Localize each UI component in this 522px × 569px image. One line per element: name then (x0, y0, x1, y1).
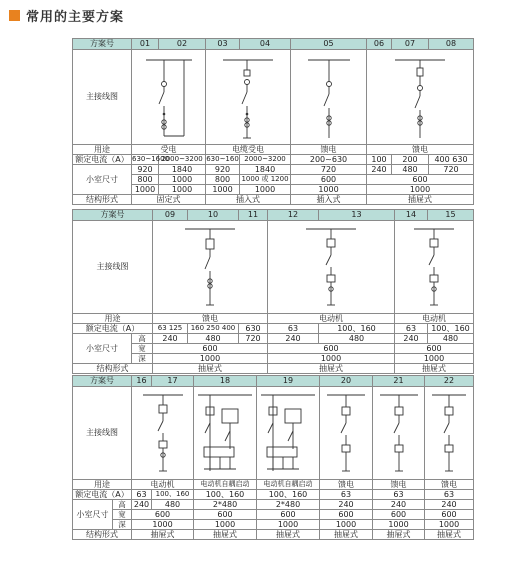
structure-value: 抽屉式 (373, 530, 425, 540)
current-value: 200 (392, 155, 429, 165)
structure-value: 固定式 (132, 195, 206, 205)
width-value: 600 (153, 344, 268, 354)
depth-label: 深 (132, 354, 153, 364)
structure-label: 结构形式 (73, 364, 153, 374)
scheme-no: 03 (206, 39, 240, 50)
wiring-diagram-16-17 (133, 389, 193, 477)
structure-value: 抽屉式 (268, 364, 395, 374)
width-value: 800 (206, 175, 240, 185)
depth-value: 1000 (291, 185, 367, 195)
structure-value: 插入式 (291, 195, 367, 205)
wiring-diagram-cell (367, 50, 474, 145)
scheme-no: 15 (428, 210, 474, 221)
usage-value: 电缆受电 (206, 145, 291, 155)
structure-value: 抽屉式 (194, 530, 257, 540)
depth-value: 1000 (132, 520, 194, 530)
scheme-table-1 (72, 38, 474, 205)
scheme-no: 12 (268, 210, 319, 221)
wiring-diagram-cell (132, 387, 194, 480)
current-value: 63 125 (153, 324, 188, 334)
wiring-diagram-cell (320, 387, 373, 480)
page-title (9, 6, 124, 24)
scheme-no-label: 方案号 (73, 376, 132, 387)
structure-value: 抽屉式 (425, 530, 474, 540)
wiring-diagram-cell (257, 387, 320, 480)
structure-value: 抽屉式 (257, 530, 320, 540)
width-value: 600 (320, 510, 373, 520)
scheme-table-3 (72, 375, 474, 540)
page-title-text: 常用的主要方案 (26, 9, 125, 25)
width-value: 600 (373, 510, 425, 520)
current-value: 63 (373, 490, 425, 500)
current-value: 100、160 (152, 490, 194, 500)
depth-value: 1000 (194, 520, 257, 530)
height-value: 720 (429, 165, 474, 175)
usage-value: 馈电 (367, 145, 474, 155)
scheme-no: 20 (320, 376, 373, 387)
depth-value: 1000 (268, 354, 395, 364)
usage-label: 用途 (73, 145, 132, 155)
width-value: 600 (425, 510, 474, 520)
height-value: 240 (395, 334, 428, 344)
scheme-no-label: 方案号 (73, 39, 132, 50)
width-value: 600 (395, 344, 474, 354)
usage-value: 电动机 (268, 314, 395, 324)
current-value: 200~630 (291, 155, 367, 165)
scheme-no: 05 (291, 39, 367, 50)
structure-value: 抽屉式 (153, 364, 268, 374)
wiring-diagram-05 (304, 52, 354, 142)
scheme-no: 06 (367, 39, 392, 50)
depth-value: 1000 (257, 520, 320, 530)
scheme-no: 18 (194, 376, 257, 387)
wiring-diagram-cell (268, 221, 395, 314)
height-value: 240 (320, 500, 373, 510)
wiring-diagram-19 (257, 389, 319, 477)
structure-value: 抽屉式 (132, 530, 194, 540)
wiring-diagram-09-11 (155, 223, 265, 311)
usage-value: 电动机自耦启动 (194, 480, 257, 490)
scheme-no: 17 (152, 376, 194, 387)
depth-value: 1000 (367, 185, 474, 195)
scheme-no: 22 (425, 376, 474, 387)
width-value: 600 (268, 344, 395, 354)
usage-value: 馈电 (291, 145, 367, 155)
height-value: 720 (239, 334, 268, 344)
height-value: 920 (132, 165, 159, 175)
height-value: 480 (319, 334, 395, 344)
scheme-no: 09 (153, 210, 188, 221)
cabinet-size-label: 小室尺寸 (73, 500, 113, 530)
width-value: 800 (132, 175, 159, 185)
current-value: 63 (395, 324, 428, 334)
structure-value: 插屉式 (367, 195, 474, 205)
height-value: 1840 (159, 165, 206, 175)
depth-label: 深 (113, 520, 132, 530)
depth-value: 1000 (240, 185, 291, 195)
wiring-diagram-03-04 (213, 52, 283, 142)
scheme-no: 02 (159, 39, 206, 50)
current-value: 100、160 (319, 324, 395, 334)
height-value: 480 (428, 334, 474, 344)
rated-current-label: 额定电流（A） (73, 490, 132, 500)
scheme-table-2 (72, 209, 474, 374)
wiring-diagram-22 (426, 389, 472, 477)
current-value: 2000~3200 (240, 155, 291, 165)
current-value: 400 630 (429, 155, 474, 165)
height-value: 1840 (240, 165, 291, 175)
usage-value: 电动机自耦启动 (257, 480, 320, 490)
current-value: 63 (425, 490, 474, 500)
width-label: 宽 (113, 510, 132, 520)
height-value: 720 (291, 165, 367, 175)
width-value: 1000 (159, 175, 206, 185)
current-value: 630~160 (206, 155, 239, 163)
cabinet-size-label: 小室尺寸 (86, 174, 118, 184)
height-value: 480 (152, 500, 194, 510)
wiring-diagram-14-15 (399, 223, 469, 311)
cabinet-size-label: 小室尺寸 (73, 334, 132, 364)
width-value: 1000 或 1200 (241, 175, 289, 183)
wiring-diagram-20 (321, 389, 371, 477)
current-value: 630~1600 (132, 155, 170, 163)
usage-value: 馈电 (373, 480, 425, 490)
wiring-diagram-21 (374, 389, 424, 477)
width-label: 宽 (132, 344, 153, 354)
scheme-no: 19 (257, 376, 320, 387)
depth-value: 1000 (159, 185, 206, 195)
height-value: 240 (268, 334, 319, 344)
height-value: 480 (188, 334, 239, 344)
depth-value: 1000 (320, 520, 373, 530)
usage-value: 电动机 (395, 314, 474, 324)
usage-value: 电动机 (132, 480, 194, 490)
usage-label: 用途 (73, 314, 153, 324)
scheme-no: 11 (239, 210, 268, 221)
usage-value: 馈电 (425, 480, 474, 490)
structure-value: 抽屉式 (320, 530, 373, 540)
wiring-diagram-06-08 (375, 52, 465, 142)
height-value: 240 (153, 334, 188, 344)
current-value: 2000~3200 (159, 155, 206, 165)
scheme-no: 10 (188, 210, 239, 221)
scheme-no: 04 (240, 39, 291, 50)
width-value: 600 (291, 175, 367, 185)
height-label: 高 (132, 334, 153, 344)
wiring-diagram-01-02 (134, 52, 204, 142)
wiring-diagram-cell (425, 387, 474, 480)
width-value: 600 (132, 510, 194, 520)
current-value: 100、160 (194, 490, 257, 500)
height-value: 240 (132, 500, 152, 510)
current-value: 630 (239, 324, 268, 334)
depth-value: 1000 (425, 520, 474, 530)
current-value: 160 250 400 (188, 324, 239, 334)
wiring-diagram-cell (194, 387, 257, 480)
scheme-no: 13 (319, 210, 395, 221)
wiring-diagram-label: 主接线图 (73, 387, 132, 480)
usage-label: 用途 (73, 480, 132, 490)
width-value: 600 (367, 175, 474, 185)
wiring-diagram-18 (194, 389, 256, 477)
height-value: 2*480 (194, 500, 257, 510)
current-value: 63 (320, 490, 373, 500)
height-value: 920 (206, 165, 240, 175)
scheme-no: 07 (392, 39, 429, 50)
depth-value: 1000 (373, 520, 425, 530)
depth-value: 1000 (132, 185, 159, 195)
usage-value: 馈电 (320, 480, 373, 490)
depth-value: 1000 (206, 185, 240, 195)
scheme-no: 14 (395, 210, 428, 221)
scheme-no: 01 (132, 39, 159, 50)
scheme-no: 21 (373, 376, 425, 387)
wiring-diagram-cell (373, 387, 425, 480)
width-value: 600 (194, 510, 257, 520)
current-value: 100 (367, 155, 392, 165)
current-value: 63 (132, 490, 152, 500)
structure-value: 插入式 (206, 195, 291, 205)
scheme-no: 08 (429, 39, 474, 50)
usage-value: 受电 (132, 145, 206, 155)
height-value: 240 (373, 500, 425, 510)
wiring-diagram-cell (395, 221, 474, 314)
structure-value: 抽屉式 (395, 364, 474, 374)
wiring-diagram-cell (206, 50, 291, 145)
wiring-diagram-cell (291, 50, 367, 145)
cabinet-size-group (73, 165, 132, 195)
wiring-diagram-cell (132, 50, 206, 145)
title-square-icon (9, 10, 20, 21)
depth-value: 1000 (153, 354, 268, 364)
structure-label: 结构形式 (73, 530, 132, 540)
height-label: 高 (113, 500, 132, 510)
wiring-diagram-12-13 (276, 223, 386, 311)
usage-value: 馈电 (153, 314, 268, 324)
current-value: 100、160 (257, 490, 320, 500)
wiring-diagram-label: 主接线图 (73, 221, 153, 314)
current-value: 100、160 (428, 324, 474, 334)
wiring-diagram-label: 主接线图 (73, 50, 132, 145)
height-value: 240 (425, 500, 474, 510)
height-value: 2*480 (257, 500, 320, 510)
rated-current-label: 额定电流（A） (73, 155, 132, 165)
current-value: 63 (268, 324, 319, 334)
rated-current-label: 额定电流（A） (73, 324, 153, 334)
scheme-no-label: 方案号 (73, 210, 153, 221)
height-value: 480 (392, 165, 429, 175)
width-value: 600 (257, 510, 320, 520)
height-value: 240 (367, 165, 392, 175)
structure-label: 结构形式 (73, 195, 132, 205)
wiring-diagram-cell (153, 221, 268, 314)
depth-value: 1000 (395, 354, 474, 364)
scheme-no: 16 (132, 376, 152, 387)
